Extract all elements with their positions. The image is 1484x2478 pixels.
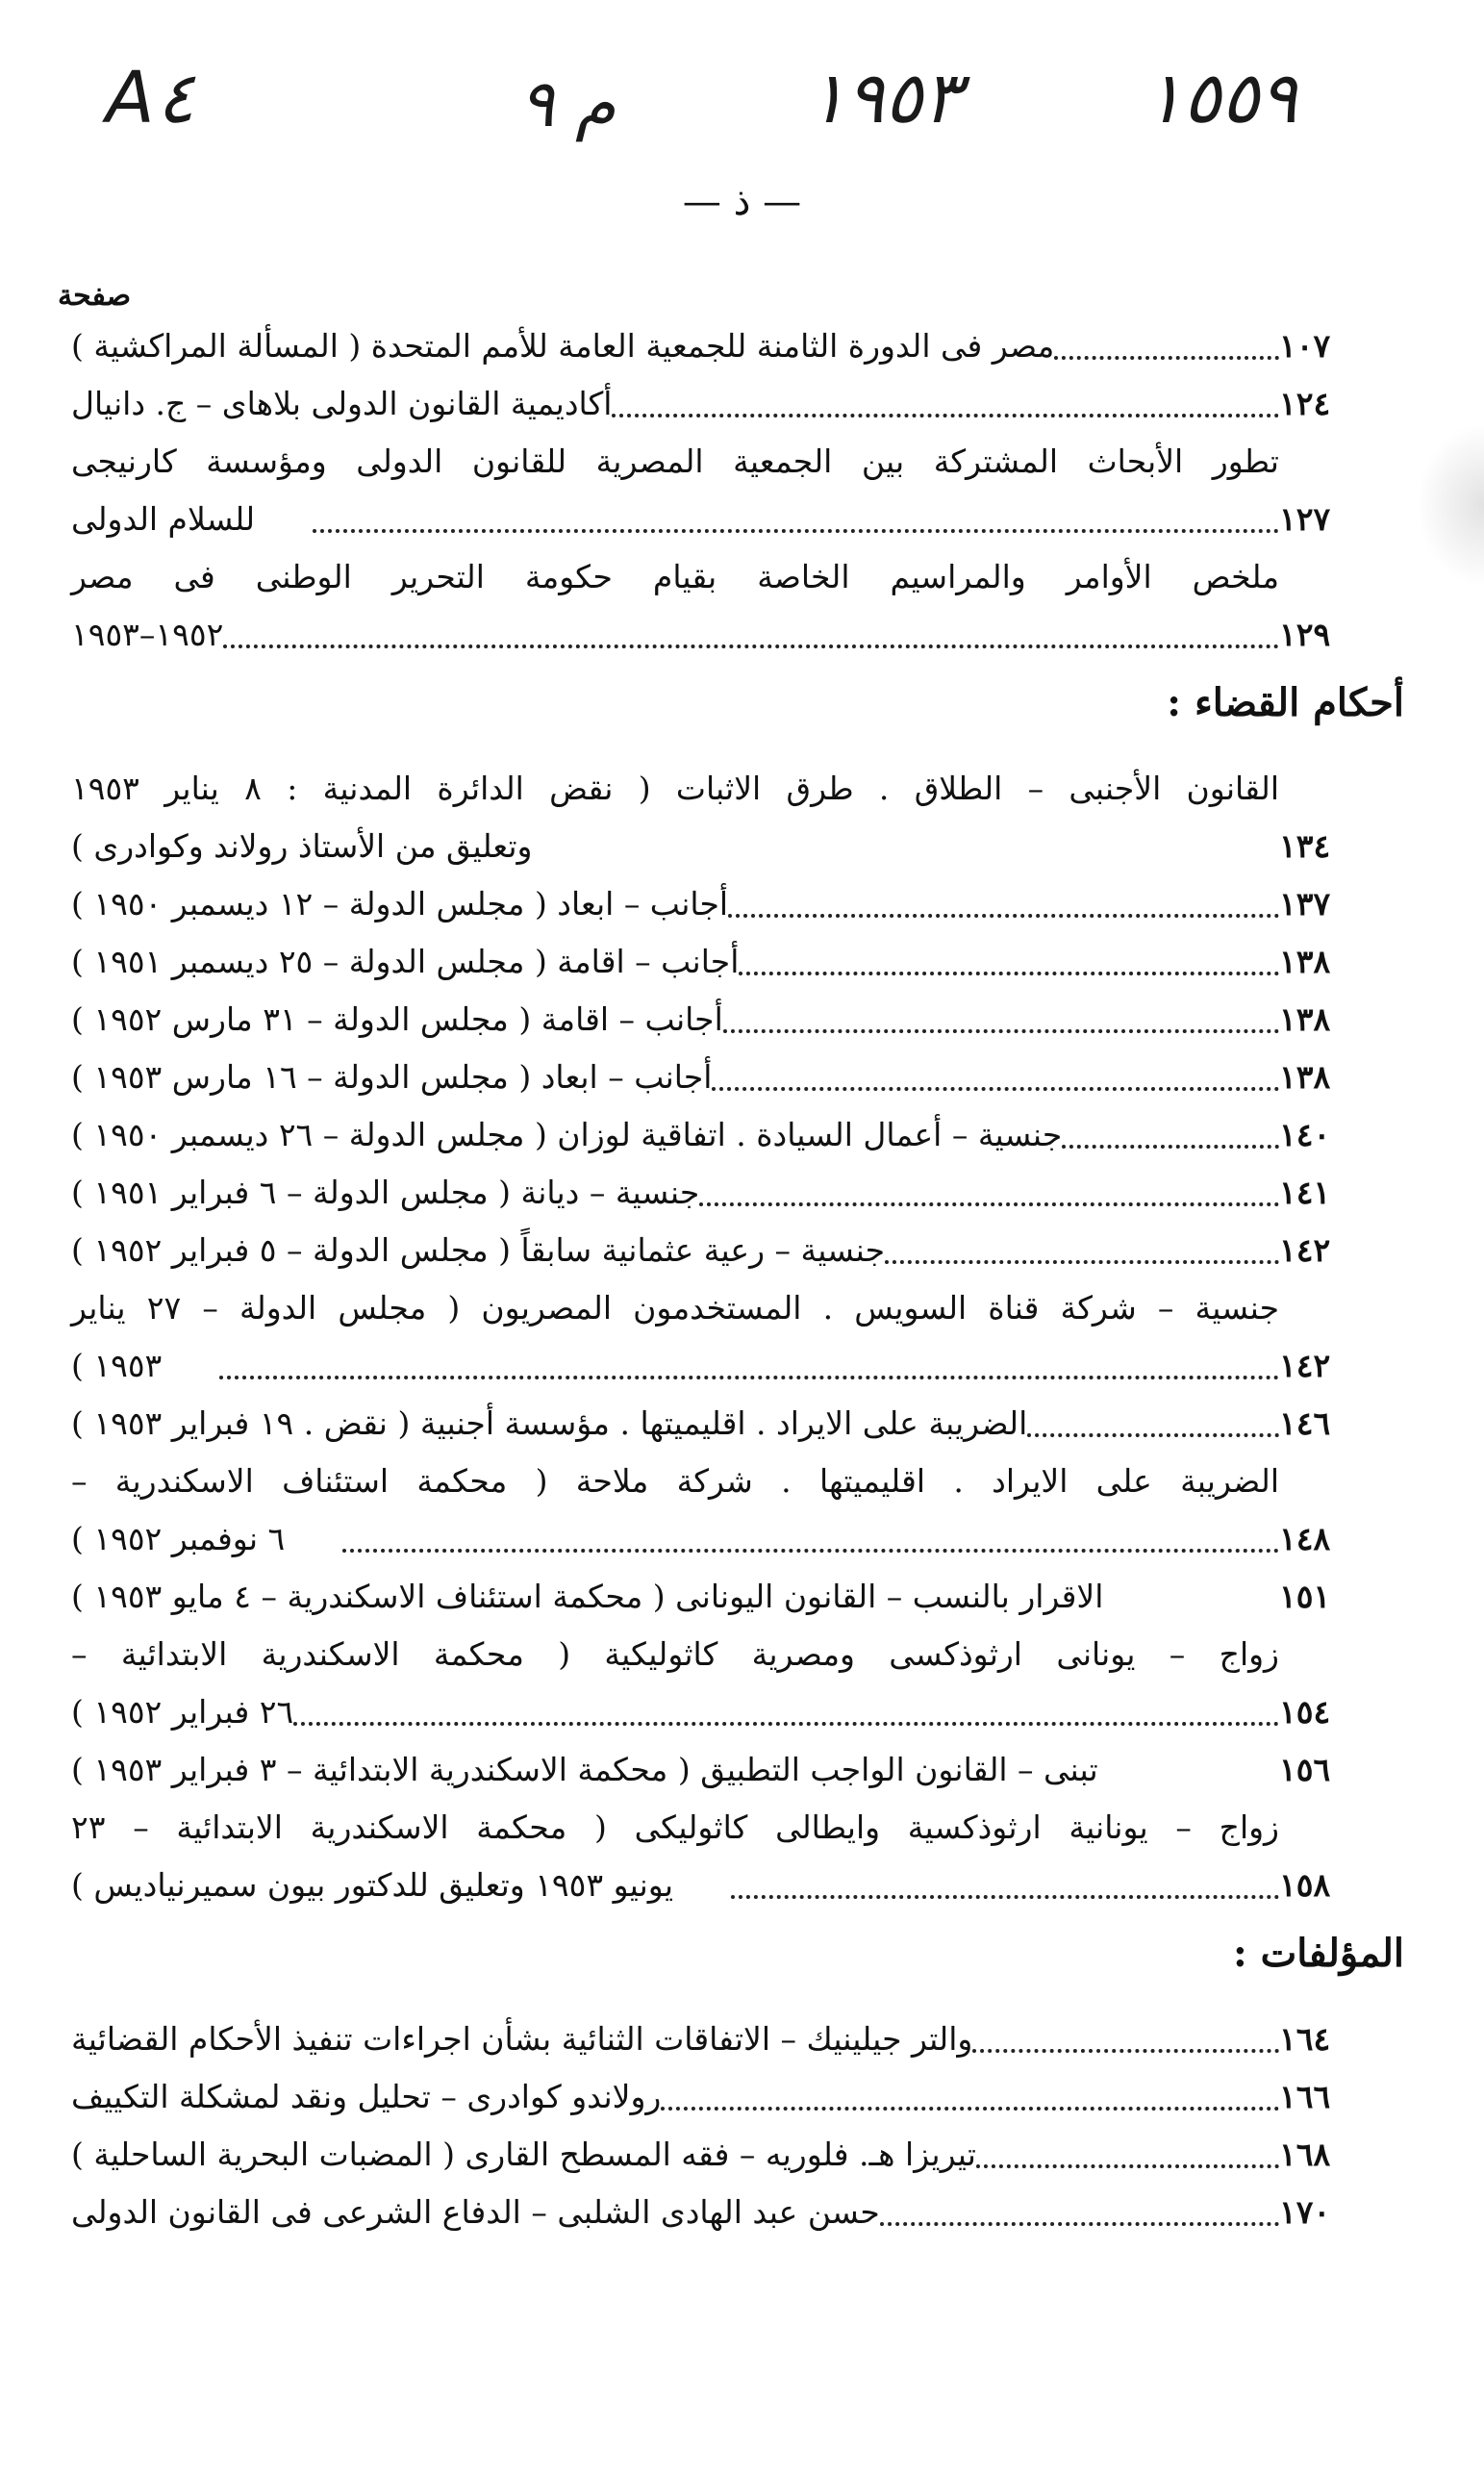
entry-title-continuation: للسلام الدولى: [71, 500, 256, 538]
entry-title: والتر جيلينيك – الاتفاقات الثنائية بشأن اجراءات تنفيذ الأحكام القضائية: [71, 2020, 973, 2058]
page-number: ١٣٤: [1279, 827, 1331, 865]
entry-title: تبنى – القانون الواجب التطبيق ( محكمة الاسكندرية الابتدائية – ٣ فبراير ١٩٥٣ ): [71, 1751, 1098, 1788]
page-number: ١٣٨: [1279, 1058, 1331, 1096]
entry-title: رولاندو كوادرى – تحليل ونقد لمشكلة التكييف: [71, 2078, 662, 2115]
page-number: ١٥٤: [1279, 1693, 1331, 1731]
handwritten-mark: ١٩٥٣: [808, 57, 961, 139]
toc-entry: [58, 933, 1404, 991]
toc-entry: [58, 1279, 1404, 1337]
dot-leader: [1103, 1606, 1279, 1610]
toc-section-top: [58, 317, 1404, 664]
dot-leader: [219, 1376, 1279, 1379]
entry-title-continuation: ٢٦ فبراير ١٩٥٢ ): [71, 1693, 294, 1731]
entry-title: أجانب – اقامة ( مجلس الدولة – ٣١ مارس ١٩٥٢ ): [71, 1000, 723, 1038]
dot-leader: [731, 1895, 1279, 1899]
toc-entry: [58, 1799, 1404, 1857]
entry-title: القانون الأجنبى – الطلاق . طرق الاثبات ( نقض الدائرة المدنية : ٨ يناير ١٩٥٣: [71, 770, 1279, 807]
entry-title-continuation: ١٩٥٣ ): [71, 1347, 163, 1384]
dot-leader: [342, 1549, 1279, 1553]
entry-title-continuation: يونيو ١٩٥٣ وتعليق للدكتور بيون سميرنياديس ): [71, 1866, 674, 1904]
toc-entry: [58, 375, 1404, 433]
entry-title: أجانب – ابعاد ( مجلس الدولة – ١٢ ديسمبر ١٩٥٠ ): [71, 885, 729, 923]
section-heading-judgments: أحكام القضاء :: [1167, 680, 1404, 725]
toc-entry-continuation: [58, 1510, 1404, 1568]
handwritten-mark: A٤: [106, 57, 195, 139]
page-number: ١٠٧: [1279, 327, 1331, 365]
entry-title: حسن عبد الهادى الشلبى – الدفاع الشرعى فى القانون الدولى: [71, 2193, 880, 2231]
entry-title-continuation: ٦ نوفمبر ١٩٥٢ ): [71, 1520, 286, 1557]
entry-title: أجانب – اقامة ( مجلس الدولة – ٢٥ ديسمبر ١٩٥١ ): [71, 943, 740, 980]
section-heading-authors: المؤلفات :: [1232, 1931, 1404, 1976]
page-number: ١٥١: [1279, 1578, 1331, 1615]
entry-title: جنسية – أعمال السيادة . اتفاقية لوزان ( مجلس الدولة – ٢٦ ديسمبر ١٩٥٠ ): [71, 1116, 1063, 1153]
page-column-label: صفحة: [58, 279, 132, 313]
page-number: ١٥٨: [1279, 1866, 1331, 1904]
page-number: ١٣٨: [1279, 1000, 1331, 1038]
dot-leader: [885, 1260, 1279, 1264]
dot-leader: [313, 529, 1279, 533]
toc-entry: [58, 317, 1404, 375]
toc-section-judgments: [58, 760, 1404, 1914]
handwritten-mark: ١٥٥٩: [1144, 57, 1297, 139]
toc-entry: [58, 2184, 1404, 2241]
dot-leader: [723, 1029, 1279, 1033]
entry-title-continuation: وتعليق من الأستاذ رولاند وكوادرى ): [71, 827, 533, 865]
toc-entry: [58, 548, 1404, 606]
toc-entry: [58, 433, 1404, 491]
page-number: ١٥٦: [1279, 1751, 1331, 1788]
handwritten-mark: م ٩: [519, 66, 616, 142]
page-number: ١٦٦: [1279, 2078, 1331, 2115]
entry-title: تطور الأبحاث المشتركة بين الجمعية المصرية للقانون الدولى ومؤسسة كارنيجى: [71, 442, 1279, 480]
page-letter-mark: — ذ —: [682, 180, 802, 224]
dot-leader: [1054, 356, 1279, 360]
toc-entry: [58, 1164, 1404, 1222]
toc-entry: [58, 2010, 1404, 2068]
dot-leader: [293, 1722, 1279, 1726]
handwritten-annotations: [0, 53, 1484, 168]
page-number: ١٧٠: [1279, 2193, 1331, 2231]
page-number: ١٦٨: [1279, 2136, 1331, 2173]
page-number: ١٤٠: [1279, 1116, 1331, 1153]
toc-entry-continuation: [58, 491, 1404, 548]
entry-title: الاقرار بالنسب – القانون اليونانى ( محكمة استئناف الاسكندرية – ٤ مايو ١٩٥٣ ): [71, 1578, 1104, 1615]
toc-entry: [58, 1626, 1404, 1683]
entry-title: جنسية – شركة قناة السويس . المستخدمون المصريون ( مجلس الدولة – ٢٧ يناير: [71, 1289, 1279, 1327]
dot-leader: [1098, 1780, 1279, 1783]
toc-entry: [58, 760, 1404, 818]
entry-title: زواج – يونانية ارثوذكسية وايطالى كاثوليكى ( محكمة الاسكندرية الابتدائية – ٢٣: [71, 1808, 1279, 1846]
entry-title: جنسية – ديانة ( مجلس الدولة – ٦ فبراير ١٩٥١ ): [71, 1174, 700, 1211]
toc-entry-continuation: [58, 1857, 1404, 1914]
entry-title: ملخص الأوامر والمراسيم الخاصة بقيام حكومة التحرير الوطنى فى مصر: [71, 558, 1279, 595]
page-number: ١٣٧: [1279, 885, 1331, 923]
toc-section-authors: [58, 2010, 1404, 2241]
dot-leader: [699, 1202, 1279, 1206]
dot-leader: [880, 2222, 1279, 2226]
dot-leader: [223, 645, 1279, 648]
dot-leader: [590, 856, 1279, 860]
toc-entry: [58, 1106, 1404, 1164]
page-number: ١٢٤: [1279, 385, 1331, 422]
page-number: ١٤١: [1279, 1174, 1331, 1211]
toc-entry: [58, 1741, 1404, 1799]
toc-entry-continuation: [58, 1337, 1404, 1395]
dot-leader: [976, 2164, 1279, 2168]
dot-leader: [1062, 1145, 1279, 1149]
page-number: ١٤٦: [1279, 1404, 1331, 1442]
dot-leader: [972, 2049, 1279, 2053]
dot-leader: [728, 914, 1279, 918]
page-number: ١٤٨: [1279, 1520, 1331, 1557]
dot-leader: [661, 2107, 1279, 2111]
entry-title: أجانب – ابعاد ( مجلس الدولة – ١٦ مارس ١٩٥٣ ): [71, 1058, 713, 1096]
page-number: ١٢٩: [1279, 616, 1331, 653]
entry-title: تيريزا هـ. فلوريه – فقه المسطح القارى ( المضبات البحرية الساحلية ): [71, 2136, 976, 2173]
page-edge-smudge: [1417, 423, 1484, 587]
toc-entry: [58, 991, 1404, 1049]
toc-entry-continuation: [58, 1683, 1404, 1741]
toc-entry: [58, 1222, 1404, 1279]
toc-entry: [58, 1395, 1404, 1453]
dot-leader: [712, 1087, 1279, 1091]
dot-leader: [739, 972, 1279, 975]
page-number: ١٤٢: [1279, 1347, 1331, 1384]
dot-leader: [1027, 1433, 1279, 1437]
entry-title: الضريبة على الايراد . اقليميتها . مؤسسة أجنبية ( نقض . ١٩ فبراير ١٩٥٣ ): [71, 1404, 1028, 1442]
toc-entry: [58, 875, 1404, 933]
toc-entry: [58, 2068, 1404, 2126]
toc-entry-continuation: [58, 818, 1404, 875]
spacer: [58, 743, 1404, 760]
toc-entry-continuation: [58, 606, 1404, 664]
entry-title: زواج – يونانى ارثوذكسى ومصرية كاثوليكية ( محكمة الاسكندرية الابتدائية –: [71, 1635, 1279, 1673]
entry-title: أكاديمية القانون الدولى بلاهاى – ج. دانيال: [71, 385, 613, 422]
entry-title: جنسية – رعية عثمانية سابقاً ( مجلس الدولة – ٥ فبراير ١٩٥٢ ): [71, 1231, 885, 1269]
page-number: ١٢٧: [1279, 500, 1331, 538]
entry-title-continuation: ١٩٥٢–١٩٥٣: [71, 616, 224, 653]
toc-entry: [58, 1453, 1404, 1510]
spacer: [58, 1993, 1404, 2010]
toc-entry: [58, 1568, 1404, 1626]
dot-leader: [612, 414, 1279, 417]
page-number: ١٣٨: [1279, 943, 1331, 980]
entry-title: الضريبة على الايراد . اقليميتها . شركة ملاحة ( محكمة استئناف الاسكندرية –: [71, 1462, 1279, 1500]
toc-entry: [58, 2126, 1404, 2184]
page-number: ١٦٤: [1279, 2020, 1331, 2058]
page-number: ١٤٢: [1279, 1231, 1331, 1269]
toc-entry: [58, 1049, 1404, 1106]
table-of-contents: [58, 317, 1404, 2241]
entry-title: مصر فى الدورة الثامنة للجمعية العامة للأمم المتحدة ( المسألة المراكشية ): [71, 327, 1055, 365]
